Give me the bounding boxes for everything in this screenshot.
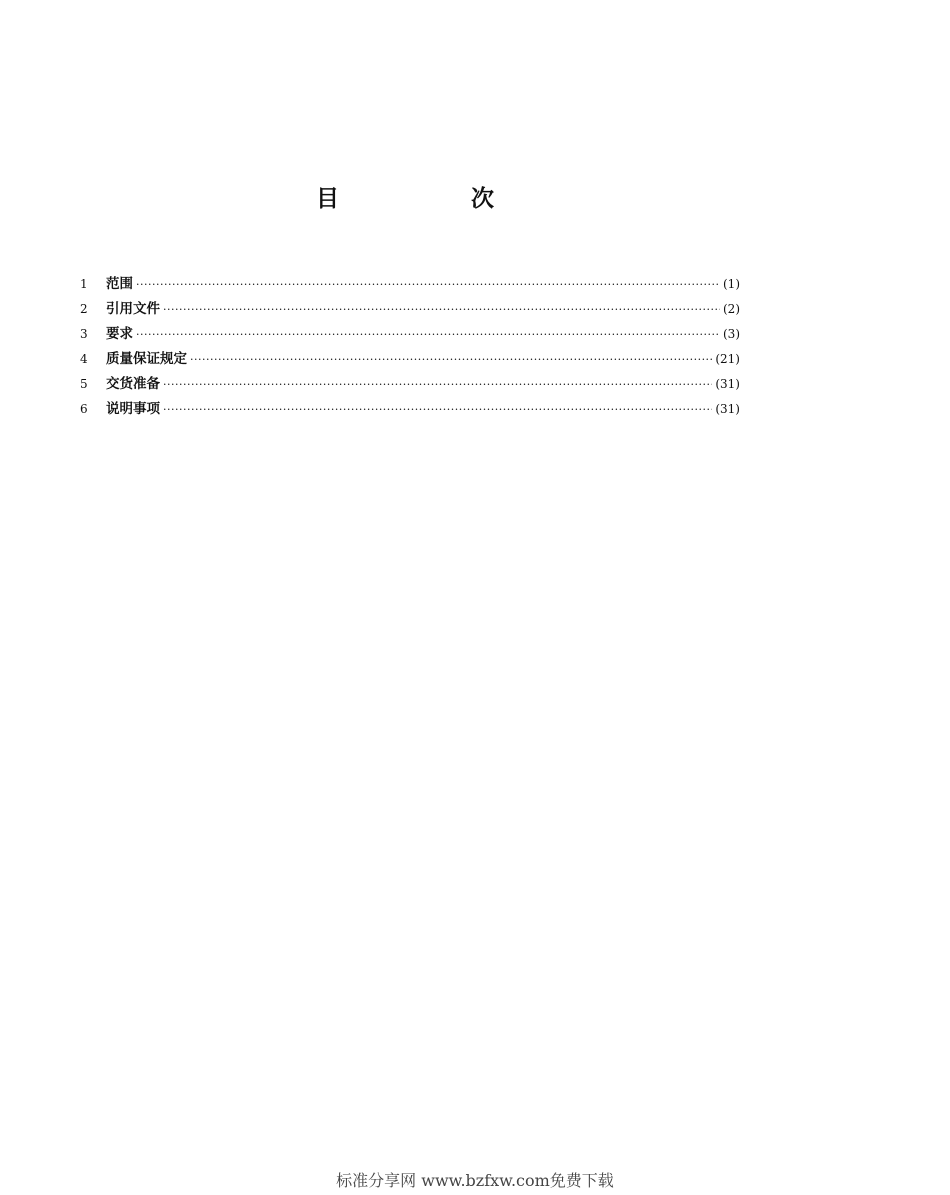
- toc-dot-leader: [136, 328, 720, 341]
- toc-dot-leader: [163, 403, 712, 416]
- toc-entry-scope[interactable]: [80, 272, 740, 297]
- toc-entry-delivery-preparation[interactable]: [80, 372, 740, 397]
- toc-entry-number: 3: [80, 327, 88, 341]
- toc-entry-label: 说明事项: [106, 401, 160, 417]
- toc-entry-page: (2): [723, 302, 740, 316]
- toc-dot-leader: [163, 378, 712, 391]
- toc-entry-page: (3): [723, 327, 740, 341]
- toc-entry-number: 6: [80, 402, 88, 416]
- toc-entry-notes[interactable]: [80, 397, 740, 422]
- toc-entry-number: 4: [80, 352, 88, 366]
- toc-entry-number: 1: [80, 277, 88, 291]
- toc-entry-page: (21): [715, 352, 740, 366]
- toc-entry-quality-assurance[interactable]: [80, 347, 740, 372]
- toc-entry-label: 交货准备: [106, 376, 160, 392]
- footer-watermark: 标准分享网 www.bzfxw.com免费下载: [336, 1171, 614, 1190]
- toc-entry-page: (1): [723, 277, 740, 291]
- page-title: 目 次: [315, 185, 556, 212]
- toc-entry-label: 要求: [106, 326, 133, 342]
- toc-dot-leader: [190, 353, 712, 366]
- toc-entry-number: 2: [80, 302, 88, 316]
- toc-entry-label: 质量保证规定: [106, 351, 187, 367]
- toc-entry-page: (31): [715, 377, 740, 391]
- toc-entry-page: (31): [715, 402, 740, 416]
- toc-entry-label: 引用文件: [106, 301, 160, 317]
- table-of-contents: [80, 272, 740, 422]
- toc-entry-label: 范围: [106, 276, 133, 292]
- toc-dot-leader: [163, 303, 720, 316]
- toc-entry-requirements[interactable]: [80, 322, 740, 347]
- toc-entry-referenced-documents[interactable]: [80, 297, 740, 322]
- toc-entry-number: 5: [80, 377, 88, 391]
- toc-dot-leader: [136, 278, 720, 291]
